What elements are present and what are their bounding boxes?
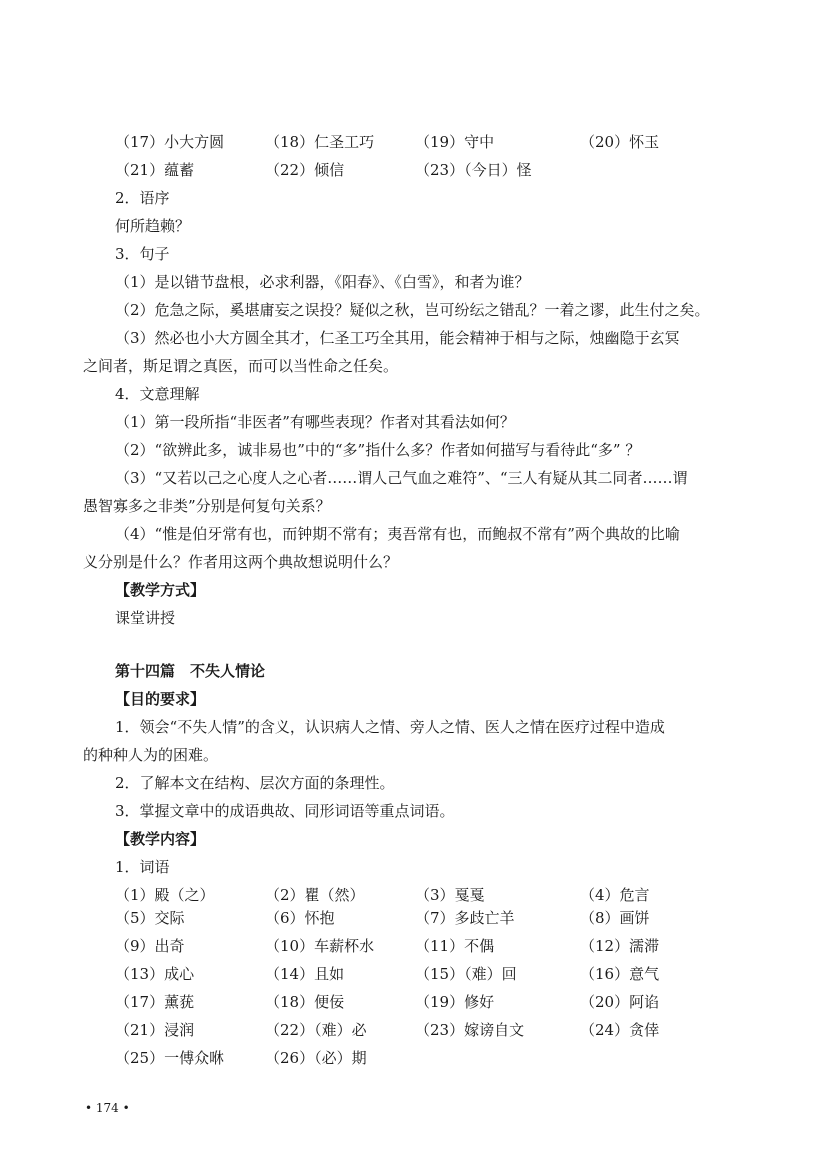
goal-1-continued: 的种种人为的困难。: [83, 746, 219, 764]
section-heading-wenyi: 4．文意理解: [115, 385, 200, 403]
vocab-row: [115, 1020, 735, 1040]
vocab-item: （19）守中: [415, 133, 495, 151]
vocab-item: （20）阿谄: [580, 993, 660, 1011]
section-heading-ciyu: 1．词语: [115, 858, 170, 876]
vocab-row: [115, 964, 735, 984]
vocab-item: （20）怀玉: [580, 133, 660, 151]
vocab-item: （26）（必）期: [265, 1049, 367, 1067]
sentence-1: （1）是以错节盘根，必求利器，《阳春》、《白雪》，和者为谁？: [115, 273, 530, 291]
vocab-row: [115, 1048, 735, 1068]
section-heading-juzi: 3．句子: [115, 245, 170, 263]
sentence-3: （3）然必也小大方圆全其才，仁圣工巧全其用，能会精神于相与之际，烛幽隐于玄冥: [115, 329, 680, 347]
vocab-item: （19）修好: [415, 993, 495, 1011]
page-number: • 174 •: [85, 1101, 130, 1115]
vocab-item: （12）濡滞: [580, 937, 660, 955]
vocab-item: （11）不偶: [415, 937, 495, 955]
vocab-item: （18）便佞: [265, 993, 345, 1011]
vocab-item: （2）瞿（然）: [265, 886, 365, 904]
vocab-item: （5）交际: [115, 909, 185, 927]
vocab-item: （23）嫁谤自文: [415, 1021, 525, 1039]
vocab-item: （22）倾信: [265, 161, 345, 179]
vocab-item: （15）（难）回: [415, 965, 517, 983]
vocab-item: （8）画饼: [580, 909, 650, 927]
teaching-method-heading: 【教学方式】: [115, 581, 206, 599]
question-3-continued: 愚智寡多之非类”分别是何复句关系？: [83, 497, 331, 515]
vocab-item: （4）危言: [580, 886, 650, 904]
sentence-3-continued: 之间者，斯足谓之真医，而可以当性命之任矣。: [83, 357, 399, 375]
vocab-item: （22）（难）必: [265, 1021, 367, 1039]
vocab-item: （23）（今日）怪: [415, 161, 532, 179]
goal-3: 3．掌握文章中的成语典故、同形词语等重点词语。: [115, 802, 455, 820]
question-2: （2）“欲辨此多，诚非易也”中的“多”指什么多？作者如何描写与看待此“多” ？: [115, 441, 641, 459]
vocab-item: （16）意气: [580, 965, 660, 983]
teaching-method: 课堂讲授: [115, 609, 176, 627]
vocab-item: （21）浸润: [115, 1021, 195, 1039]
chapter-title: 第十四篇 不失人情论: [115, 662, 266, 680]
goal-2: 2．了解本文在结构、层次方面的条理性。: [115, 774, 395, 792]
question-3: （3）“又若以己之心度人之心者……谓人己气血之难符”、“三人有疑从其二同者……谓: [115, 469, 688, 487]
goals-heading: 【目的要求】: [115, 690, 206, 708]
question-4-continued: 义分别是什么？作者用这两个典故想说明什么？: [83, 553, 399, 571]
vocab-item: （7）多歧亡羊: [415, 909, 515, 927]
question-4: （4）“惟是伯牙常有也，而钟期不常有；夷吾常有也，而鲍叔不常有”两个典故的比喻: [115, 525, 680, 543]
vocab-item: （18）仁圣工巧: [265, 133, 375, 151]
vocab-item: （17）薰莸: [115, 993, 195, 1011]
vocab-item: （24）贪倖: [580, 1021, 660, 1039]
vocab-row: [115, 908, 735, 928]
vocab-item: （25）一傅众咻: [115, 1049, 225, 1067]
vocab-item: （13）成心: [115, 965, 195, 983]
goal-1: 1．领会“不失人情”的含义，认识病人之情、旁人之情、医人之情在医疗过程中造成: [115, 718, 665, 736]
vocab-item: （14）且如: [265, 965, 345, 983]
vocab-row: [115, 992, 735, 1012]
vocab-item: （6）怀抱: [265, 909, 335, 927]
section-heading-yuxu: 2．语序: [115, 189, 170, 207]
vocab-row: [115, 885, 735, 905]
yuxu-item: 何所趋赖？: [115, 217, 191, 235]
vocab-item: （9）出奇: [115, 937, 185, 955]
sentence-2: （2）危急之际，奚堪庸妄之误投？疑似之秋，岂可纷纭之错乱？一着之谬，此生付之矣。: [115, 301, 710, 319]
vocab-row: [115, 936, 735, 956]
vocab-row: [115, 160, 735, 180]
question-1: （1）第一段所指“非医者”有哪些表现？作者对其看法如何？: [115, 413, 515, 431]
content-heading: 【教学内容】: [115, 830, 206, 848]
vocab-item: （10）车薪杯水: [265, 937, 375, 955]
vocab-item: （21）蕴蓄: [115, 161, 195, 179]
vocab-item: （17）小大方圆: [115, 133, 225, 151]
vocab-item: （3）戛戛: [415, 886, 485, 904]
vocab-item: （1）殿（之）: [115, 886, 215, 904]
vocab-row: [115, 132, 735, 152]
